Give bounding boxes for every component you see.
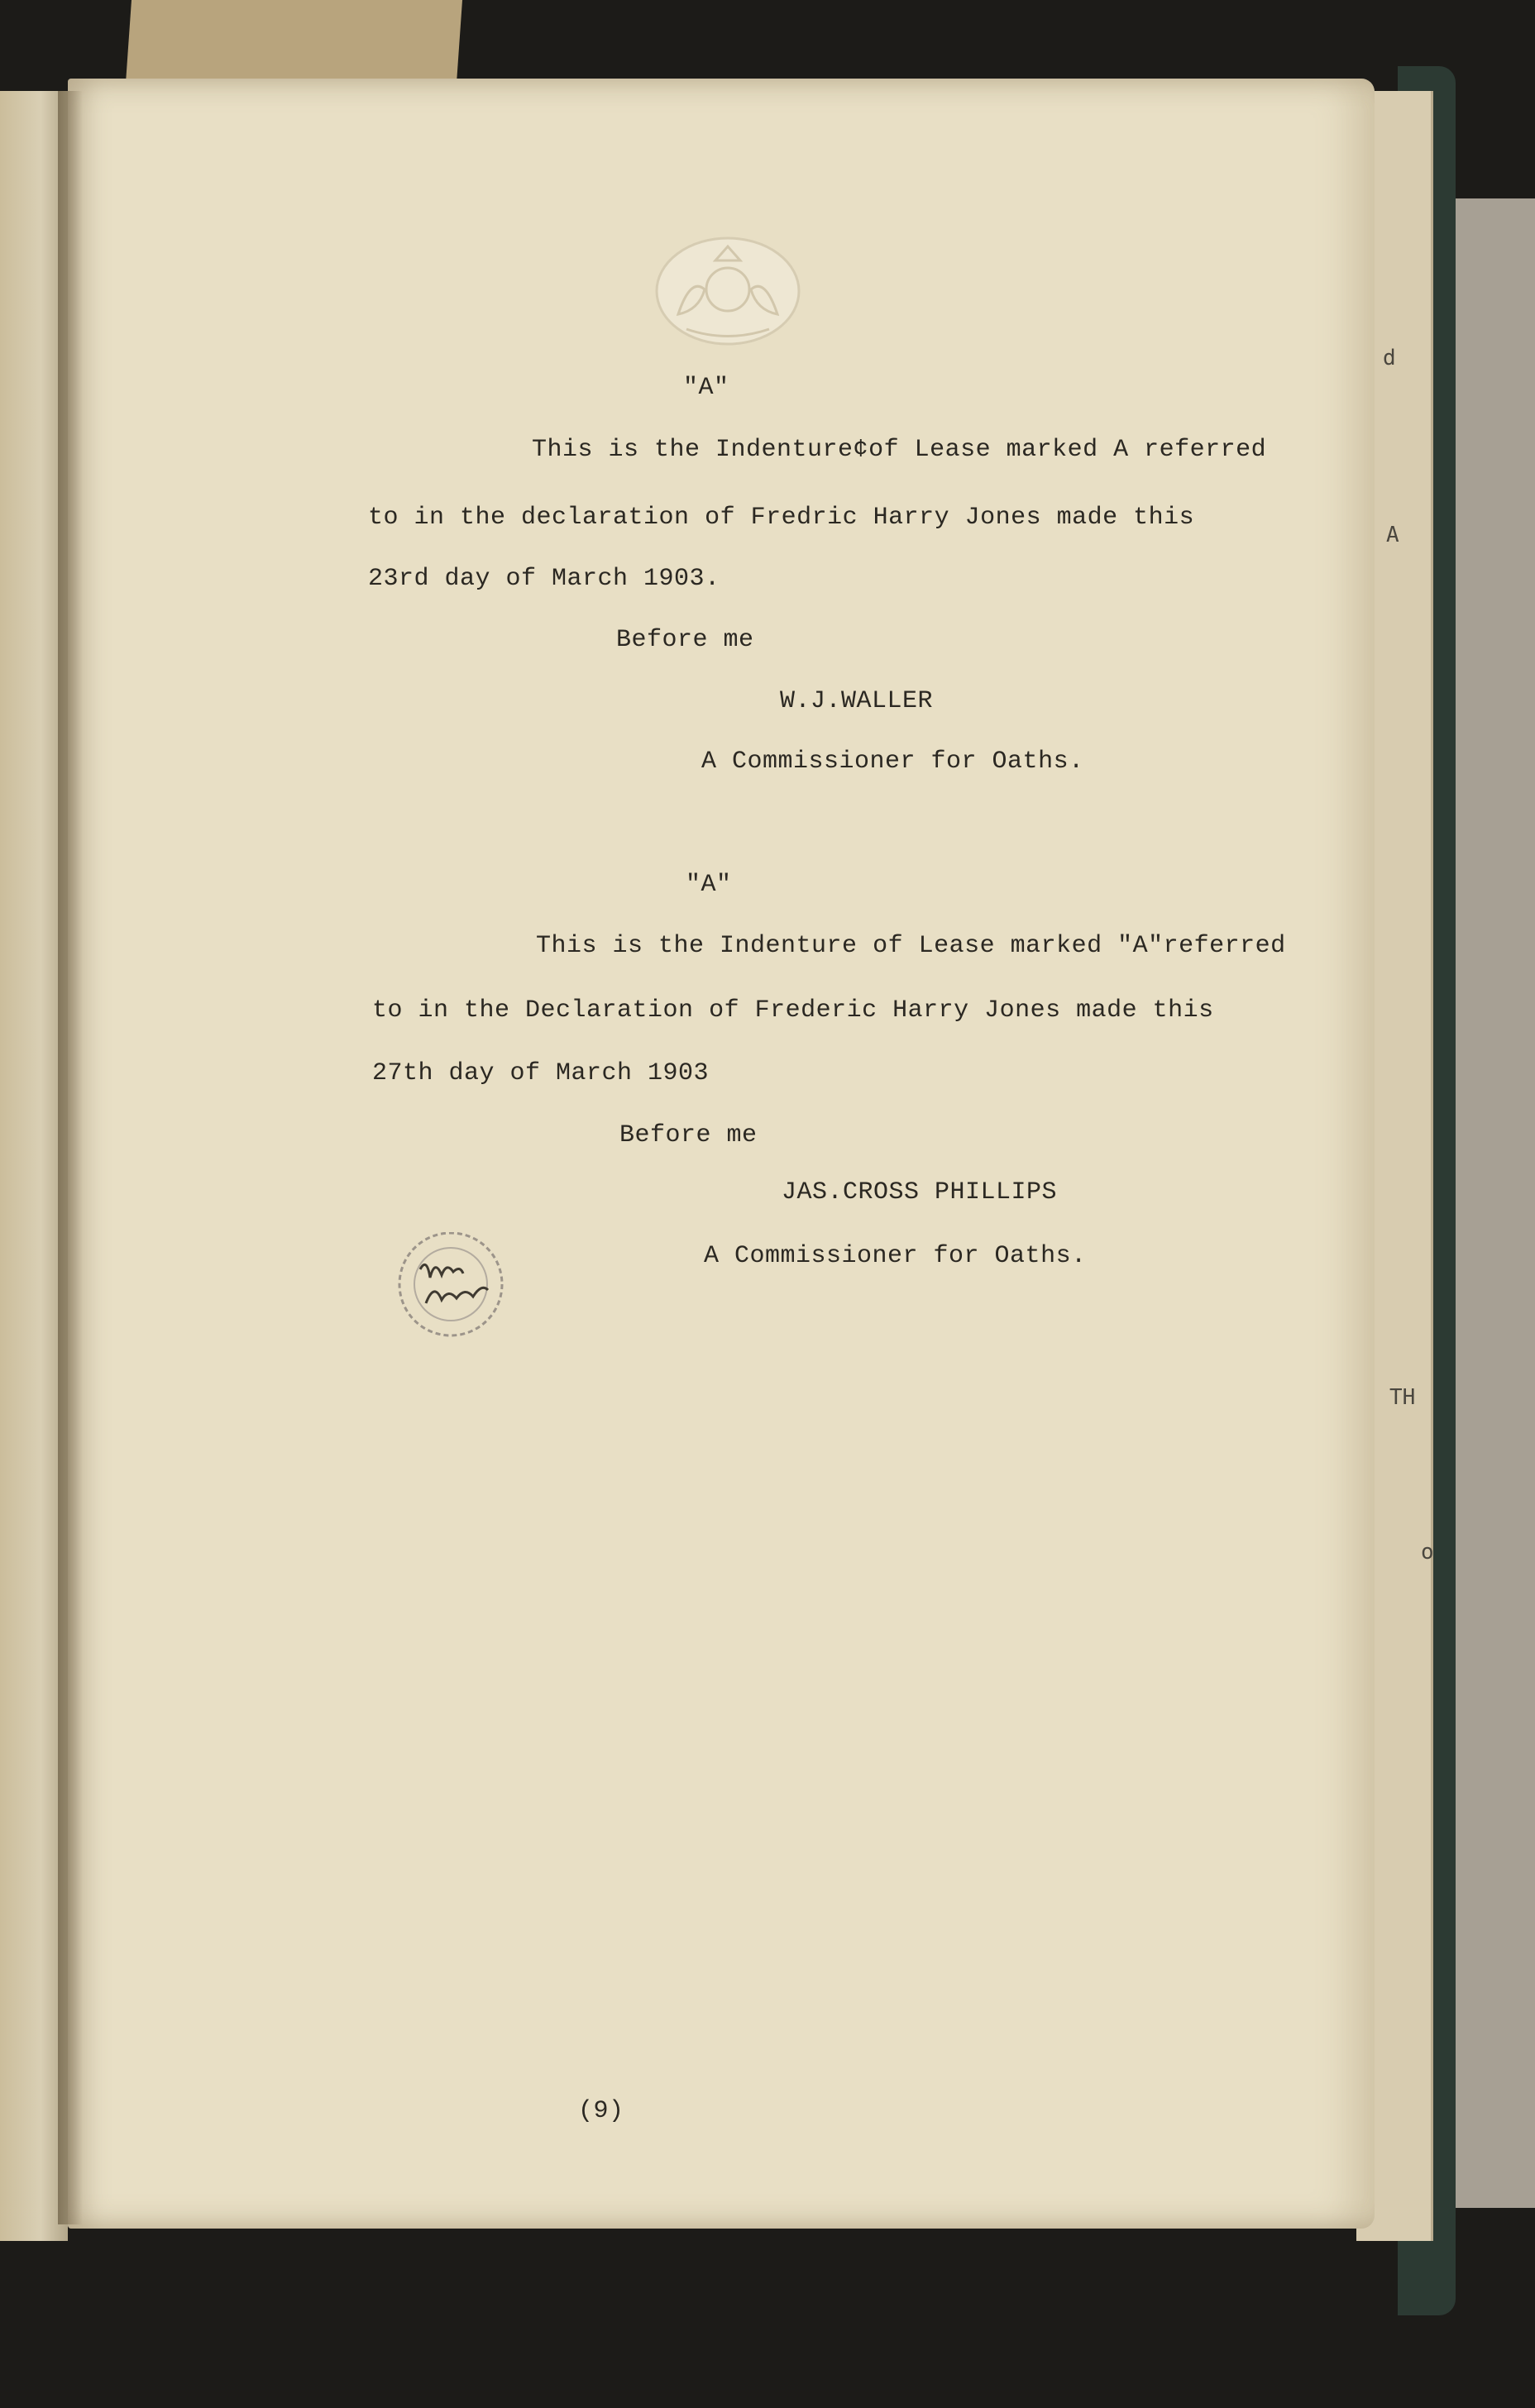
signatory-name: W.J.WALLER [780,687,934,715]
page-number: (9) [578,2097,624,2125]
margin-fragment: TH [1389,1385,1416,1410]
body-line: This is the Indenture¢of Lease marked A referred [532,436,1267,464]
embossed-crest-icon [653,232,802,347]
before-me-label: Before me [619,1121,758,1149]
signatory-name: JAS.CROSS PHILLIPS [782,1178,1058,1206]
handwritten-stamp-icon [389,1232,513,1340]
body-line: 23rd day of March 1903. [368,565,720,593]
gutter-shadow [58,91,83,2224]
exhibit-marker: "A" [686,871,732,899]
margin-fragment: o [1421,1540,1434,1565]
body-line: This is the Indenture of Lease marked "A"referred [536,932,1286,960]
body-line: to in the declaration of Fredric Harry Jones made this [368,504,1195,532]
margin-fragment: A [1386,523,1399,547]
body-line: to in the Declaration of Frederic Harry Jones made this [372,996,1214,1025]
signatory-role: A Commissioner for Oaths. [701,748,1084,776]
exhibit-marker: "A" [683,374,729,402]
body-line: 27th day of March 1903 [372,1059,710,1087]
margin-fragment: d [1383,346,1396,370]
signatory-role: A Commissioner for Oaths. [704,1242,1087,1270]
before-me-label: Before me [616,626,754,654]
